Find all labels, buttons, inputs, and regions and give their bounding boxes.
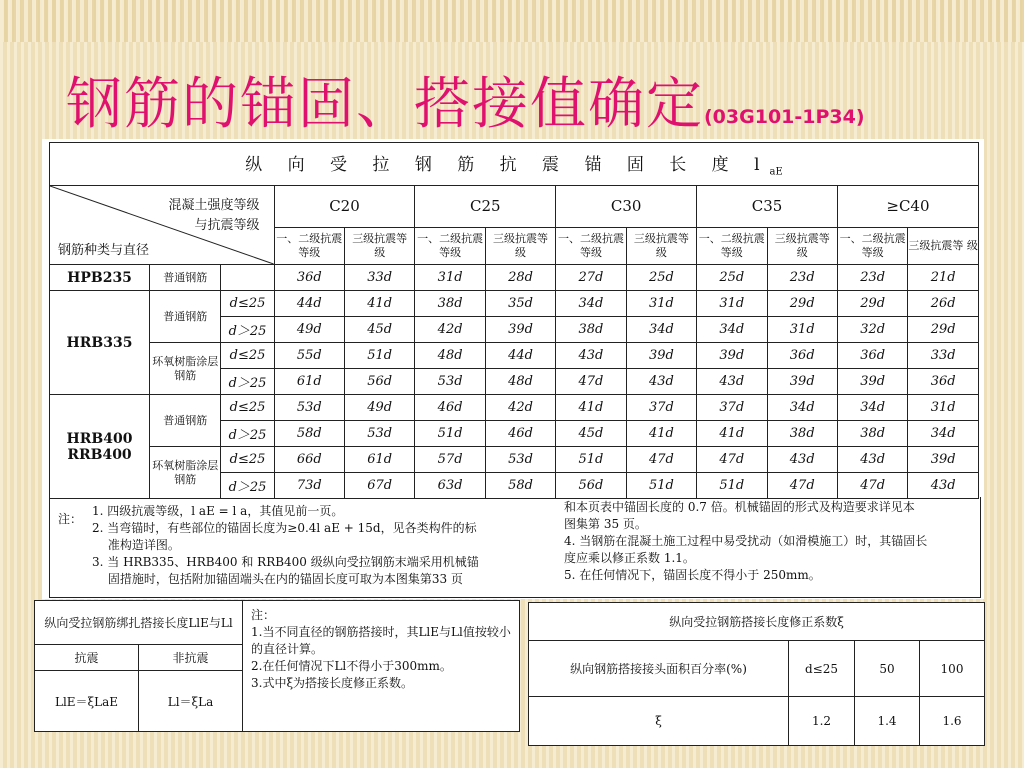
table-cell: 25d [697,265,767,291]
table-cell: 31d [626,291,696,317]
table-cell: 56d [556,473,626,499]
lap-note-label: 注： [251,608,276,622]
table-cell: 43d [767,447,837,473]
steel-type-hrb335: HRB335 [50,291,150,395]
table-cell: 26d [908,291,979,317]
lap-table-notes [243,601,520,732]
table-cell: 49d [344,395,414,421]
table-cell: 44d [274,291,344,317]
table-cell: 56d [344,369,414,395]
table-cell: 38d [837,421,907,447]
table-cell: 34d [908,421,979,447]
note-line: 3. 当 HRB335、HRB400 和 RRB400 级纵向受拉钢筋末端采用机械锚 [92,555,479,569]
table-cell: 61d [274,369,344,395]
table-cell: 29d [908,317,979,343]
grade-header: C30 [556,186,697,228]
anchor-length-table [49,142,979,499]
seismic-level-a: 一、二级抗震等级 [837,227,907,264]
table-cell: 46d [485,421,555,447]
note-line: 固措施时，包括附加锚固端头在内的锚固长度可取为本图集第33 页 [92,572,463,586]
table-cell: 63d [415,473,485,499]
seismic-level-b: 三级抗震等 级 [344,227,414,264]
table-cell: 25d [626,265,696,291]
table-cell: 39d [626,343,696,369]
table-cell: 61d [344,447,414,473]
table-cell: 47d [767,473,837,499]
table-cell: 45d [344,317,414,343]
table-cell: 34d [556,291,626,317]
table-cell: 38d [767,421,837,447]
table-cell: 31d [767,317,837,343]
table-cell: 29d [767,291,837,317]
seismic-level-a: 一、二级抗震等级 [697,227,767,264]
note-line: 和本页表中锚固长度的 0.7 倍。机械锚固的形式及构造要求详见本 [564,500,915,514]
percent-col: 100 [920,641,985,697]
notes-label: 注： [58,512,83,526]
diameter-cell: d＞25 [221,317,274,343]
table-cell: 46d [415,395,485,421]
table-cell: 43d [626,369,696,395]
table-cell: 36d [274,265,344,291]
notes-left-column [92,503,562,588]
steel-subtype: 环氧树脂涂层钢筋 [150,343,221,395]
xi-row-label: ξ [529,697,789,746]
steel-subtype: 普通钢筋 [150,265,221,291]
seismic-level-a: 一、二级抗震等级 [274,227,344,264]
anchor-table-caption: 纵 向 受 拉 钢 筋 抗 震 锚 固 长 度 $l_{aE}$ [50,143,979,186]
table-cell: 45d [556,421,626,447]
table-cell: 51d [697,473,767,499]
steel-type-hrb400: HRB400 RRB400 [50,395,150,499]
seismic-level-b: 三级抗震等 级 [485,227,555,264]
seismic-level-b: 三级抗震等 级 [767,227,837,264]
xi-value: 1.2 [789,697,855,746]
table-cell: 31d [697,291,767,317]
anchor-table-notes [49,497,981,598]
correction-factor-table [528,602,985,746]
table-cell: 51d [344,343,414,369]
table-cell: 38d [415,291,485,317]
table-cell: 39d [837,369,907,395]
table-cell: 53d [485,447,555,473]
percent-col: 50 [855,641,920,697]
table-cell: 41d [344,291,414,317]
table-cell: 43d [837,447,907,473]
factor-table-title: 纵向受拉钢筋搭接长度修正系数ξ [529,603,985,641]
table-cell: 42d [415,317,485,343]
note-line: 5. 在任何情况下，锚固长度不得小于 250mm。 [564,568,821,582]
table-cell: 73d [274,473,344,499]
grade-header: C25 [415,186,556,228]
table-cell: 55d [274,343,344,369]
table-cell: 58d [274,421,344,447]
steel-subtype: 普通钢筋 [150,291,221,343]
table-cell: 43d [556,343,626,369]
page-title [66,60,865,137]
table-cell: 53d [415,369,485,395]
diameter-cell: d＞25 [221,421,274,447]
table-cell: 47d [626,447,696,473]
xi-value: 1.6 [920,697,985,746]
table-cell: 35d [485,291,555,317]
table-cell: 33d [908,343,979,369]
table-cell: 34d [837,395,907,421]
note-line: 图集第 35 页。 [564,517,647,531]
formula-seismic: LlE＝ξLaE [35,671,139,732]
steel-subtype: 普通钢筋 [150,395,221,447]
diameter-cell: d≤25 [221,447,274,473]
table-cell: 34d [626,317,696,343]
note-line: 2. 当弯锚时，有些部位的锚固长度为≥0.4l aE + 15d，见各类构件的标 [92,521,477,535]
xi-value: 1.4 [855,697,920,746]
table-cell: 41d [556,395,626,421]
steel-type-hpb235: HPB235 [50,265,150,291]
table-cell: 51d [556,447,626,473]
title-main: 钢筋的锚固、搭接值确定 [66,72,704,137]
table-cell: 31d [908,395,979,421]
table-cell: 43d [697,369,767,395]
table-cell: 34d [767,395,837,421]
diameter-cell: d＞25 [221,473,274,499]
title-sub: (03G101-1P34) [704,106,865,128]
table-cell: 48d [485,369,555,395]
seismic-level-b: 三级抗震等 级 [908,227,979,264]
table-cell: 53d [344,421,414,447]
lap-note-line: 2.在任何情况下Ll不得小于300mm。 [251,659,452,673]
table-cell: 44d [485,343,555,369]
table-cell: 58d [485,473,555,499]
grade-header: C20 [274,186,415,228]
corner-header: 混凝土强度等级 与抗震等级 钢筋种类与直径 [50,186,275,265]
note-line: 准构造详图。 [92,538,180,552]
formula-non-seismic: Ll＝ξLa [139,671,243,732]
table-cell: 37d [697,395,767,421]
table-cell: 21d [908,265,979,291]
table-cell: 67d [344,473,414,499]
table-cell: 28d [485,265,555,291]
lap-note-line: 3.式中ξ为搭接长度修正系数。 [251,676,414,690]
table-cell: 23d [767,265,837,291]
table-cell: 39d [697,343,767,369]
notes-right-column [564,499,974,584]
seismic-level-b: 三级抗震等 级 [626,227,696,264]
percent-row-label: 纵向钢筋搭接接头面积百分率(%) [529,641,789,697]
table-cell: 31d [415,265,485,291]
table-cell: 33d [344,265,414,291]
diameter-cell: d≤25 [221,343,274,369]
table-cell: 36d [908,369,979,395]
grade-header: C35 [697,186,838,228]
lap-note-line: 1.当不同直径的钢筋搭接时，其LlE与Ll值按较小的直径计算。 [251,625,511,656]
note-line: 度应乘以修正系数 1.1。 [564,551,695,565]
lap-length-table [34,600,520,732]
top-stripe-decoration [0,0,1024,42]
table-cell: 29d [837,291,907,317]
table-cell: 39d [767,369,837,395]
note-line: 4. 当钢筋在混凝土施工过程中易受扰动（如滑模施工）时，其锚固长 [564,534,928,548]
grade-header: ≥C40 [837,186,978,228]
table-cell: 32d [837,317,907,343]
table-cell: 48d [415,343,485,369]
table-cell: 47d [837,473,907,499]
table-cell: 51d [415,421,485,447]
table-cell: 47d [556,369,626,395]
seismic-header: 抗震 [35,645,139,671]
table-cell: 34d [697,317,767,343]
diameter-cell [221,265,274,291]
table-cell: 36d [767,343,837,369]
note-line: 1. 四级抗震等级，l aE = l a，其值见前一页。 [92,504,344,518]
table-cell: 23d [837,265,907,291]
table-cell: 39d [485,317,555,343]
table-cell: 39d [908,447,979,473]
table-cell: 37d [626,395,696,421]
table-cell: 66d [274,447,344,473]
steel-subtype: 环氧树脂涂层钢筋 [150,447,221,499]
table-cell: 49d [274,317,344,343]
seismic-level-a: 一、二级抗震等级 [556,227,626,264]
table-cell: 38d [556,317,626,343]
table-cell: 41d [626,421,696,447]
seismic-level-a: 一、二级抗震等级 [415,227,485,264]
percent-col: d≤25 [789,641,855,697]
table-cell: 36d [837,343,907,369]
table-cell: 42d [485,395,555,421]
lap-table-title: 纵向受拉钢筋绑扎搭接长度LlE与Ll [35,601,243,645]
non-seismic-header: 非抗震 [139,645,243,671]
table-cell: 53d [274,395,344,421]
diameter-cell: d≤25 [221,291,274,317]
diameter-cell: d≤25 [221,395,274,421]
table-cell: 57d [415,447,485,473]
table-cell: 51d [626,473,696,499]
table-cell: 27d [556,265,626,291]
table-cell: 47d [697,447,767,473]
diameter-cell: d＞25 [221,369,274,395]
table-cell: 43d [908,473,979,499]
table-cell: 41d [697,421,767,447]
